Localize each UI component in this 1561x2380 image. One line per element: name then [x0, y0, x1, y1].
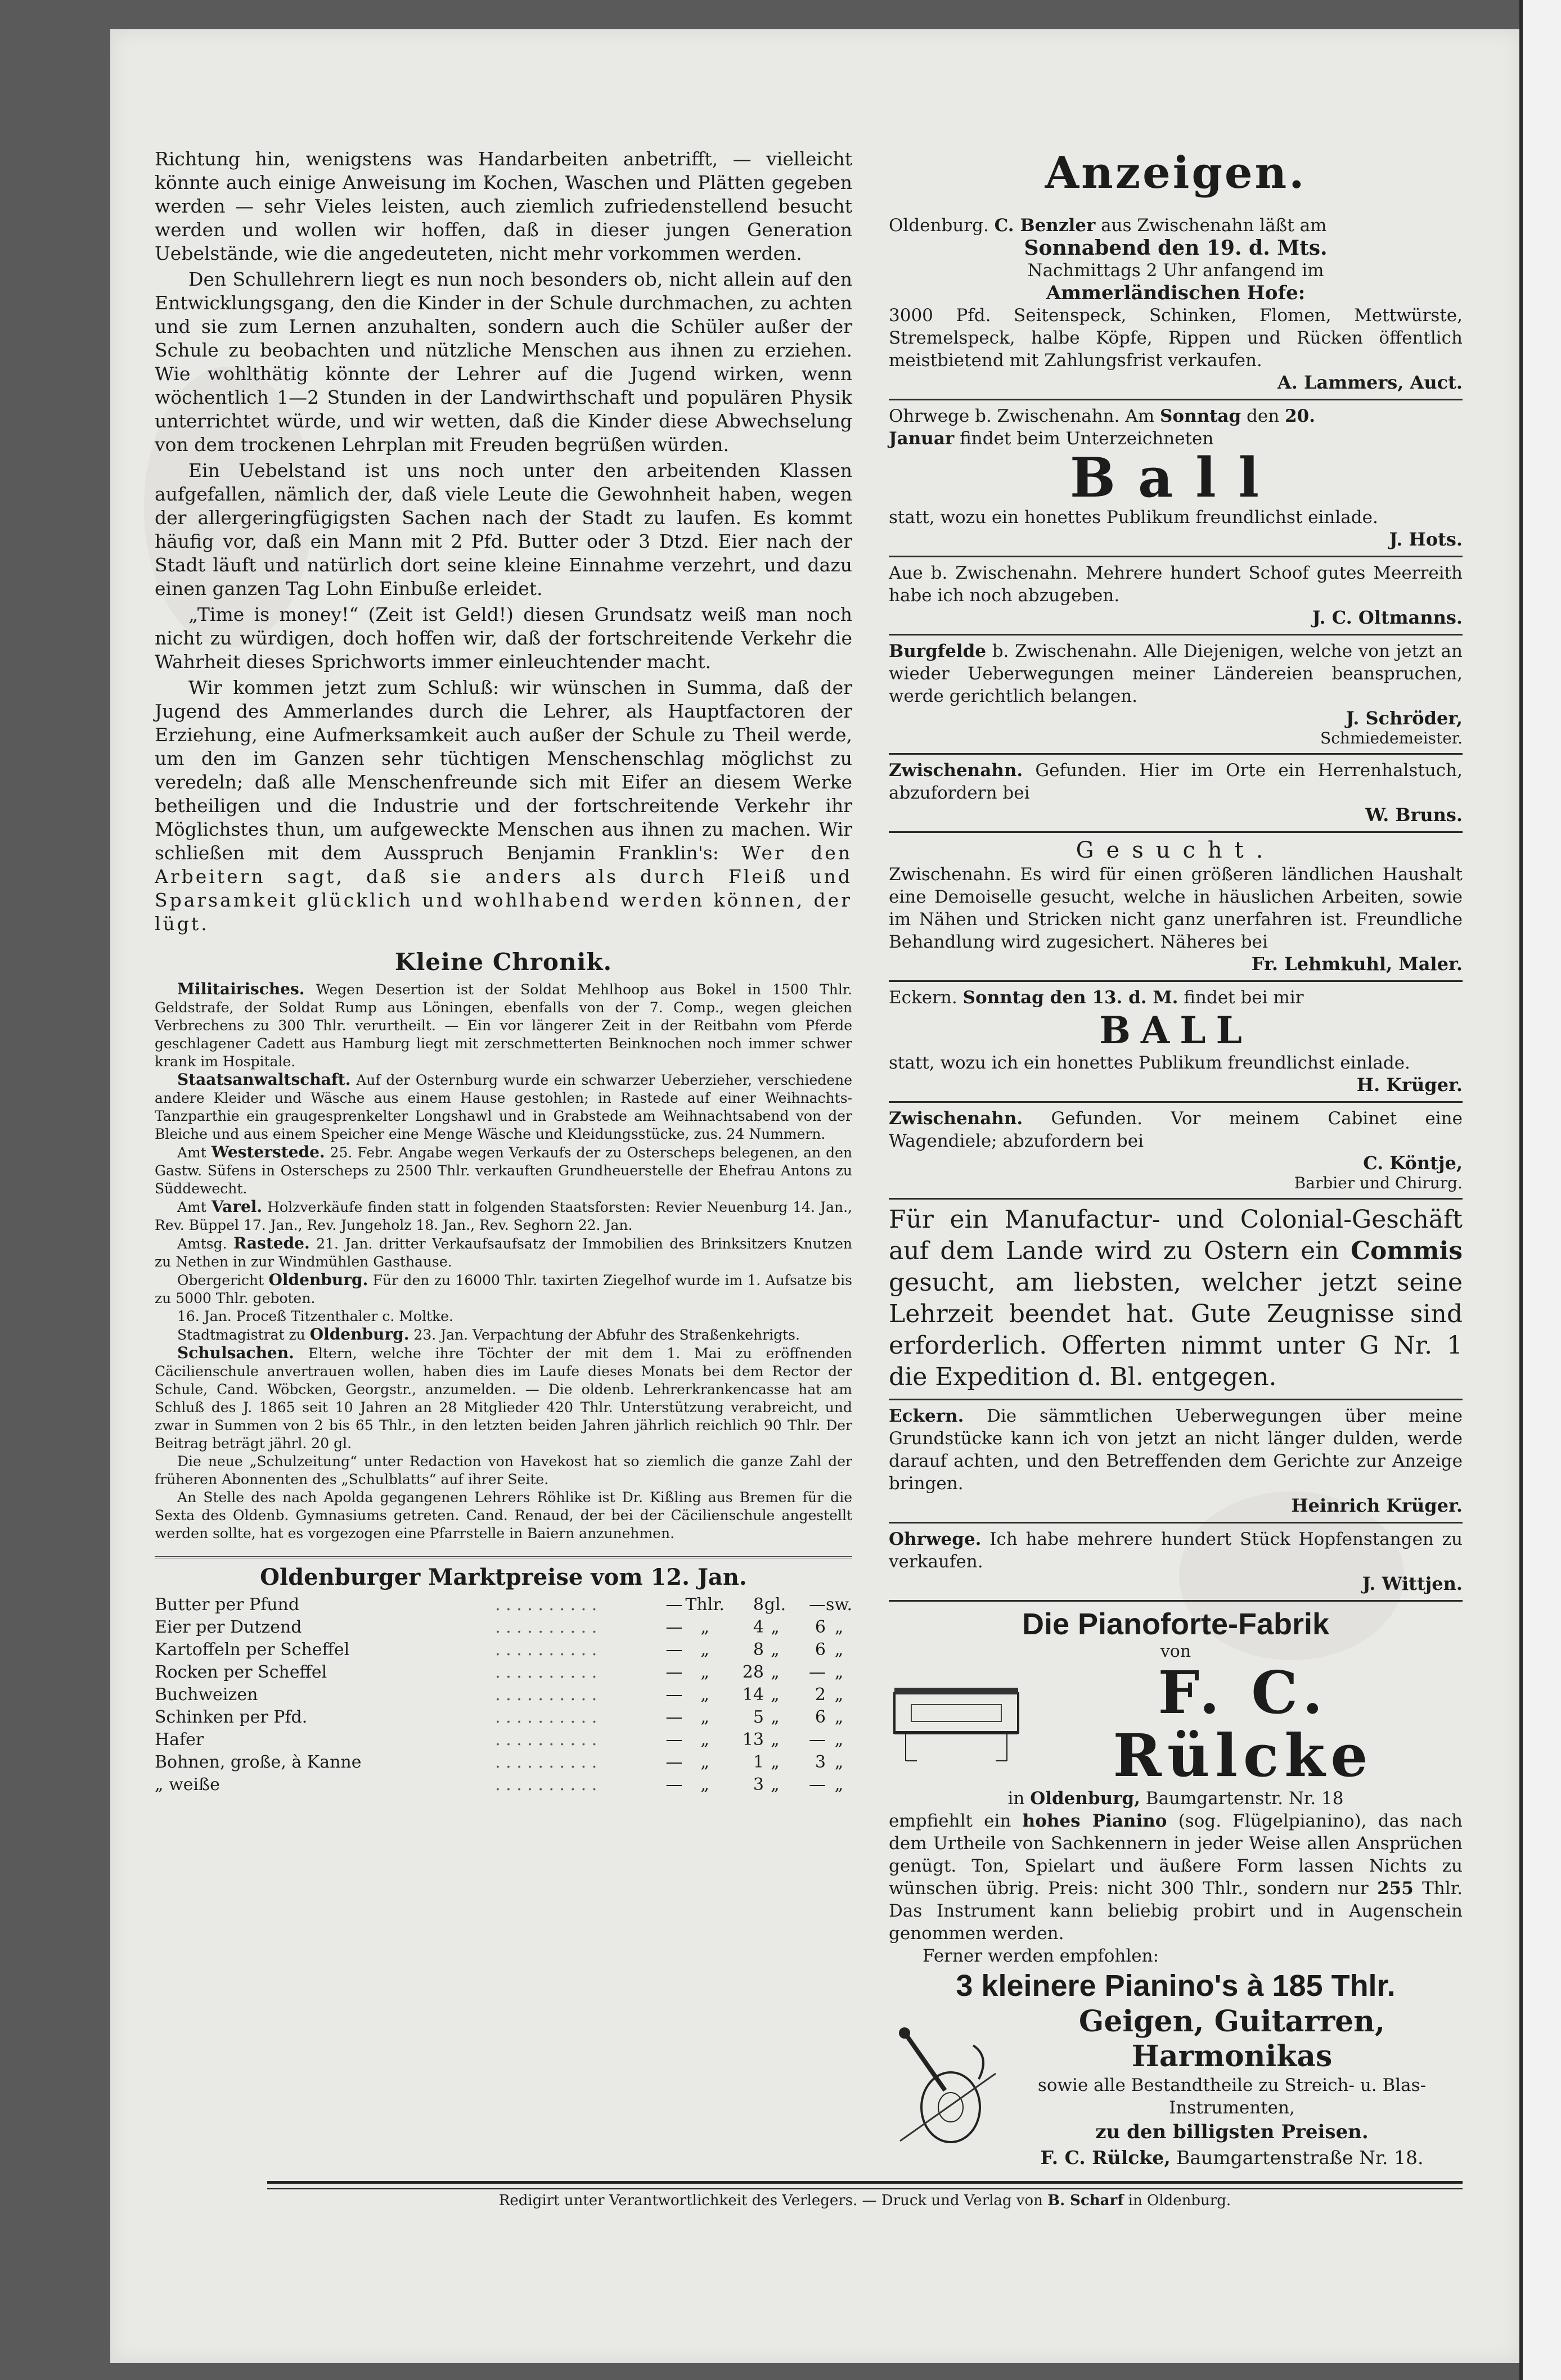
market-value-b: —	[808, 1662, 826, 1682]
ad-burgfelde	[889, 635, 1463, 755]
market-value-a: 14	[742, 1685, 764, 1705]
ad-gesucht-lehmkuhl	[889, 833, 1463, 982]
article-paragraph: Den Schullehrern liegt es nun noch besonders ob, nicht allein auf den Entwicklungsgang, den die Kinder in der Schule durchmachen, zu achten und sie zum Lernen anzuhalten, sondern auch die Schüler außer der Schule zu beobachten und nützliche Menschen aus ihnen zu erziehen. Wie wohlthätig könnte der Lehrer auf die Jugend wirken, wenn wöchentlich 1—2 Stunden in der Landwirthschaft und populären Physik unterrichtet würde, und wir wetten, daß die Kinder diese Abwechselung von dem trockenen Lehrplan mit Freuden begrüßen würden.	[155, 268, 852, 456]
market-dots: . . . . . . . . . .	[495, 1662, 597, 1682]
instruments-prices: zu den billigsten Preisen.	[1095, 2121, 1369, 2143]
market-dots: . . . . . . . . . .	[495, 1707, 597, 1727]
piano-ad-title: Die Pianoforte-Fabrik	[1022, 1607, 1330, 1641]
ad-signature: W. Bruns.	[1365, 804, 1463, 826]
market-dash: —	[665, 1685, 683, 1705]
market-value-a: 13	[742, 1730, 764, 1750]
market-row	[155, 1616, 852, 1639]
ad-text	[889, 1528, 1463, 1573]
ad-text: (sog. Flügelpianino), das nach dem Urtheile von Sachkennern in jeder Weise allen Ansprüchen genügt. Ton, Spielart und äußere Form lassen Nichts zu wünschen übrig. Preis: nicht 300 Thlr., sondern nur	[889, 1811, 1463, 1899]
chronik-item-prefix: Stadtmagistrat zu	[177, 1327, 310, 1343]
ad-venue: Ammerländischen Hofe:	[1046, 282, 1306, 304]
market-item: Rocken per Scheffel	[155, 1662, 327, 1682]
market-dash: —	[665, 1595, 683, 1615]
market-unit-b: „	[834, 1662, 844, 1682]
chronik-item-heading: Rastede.	[233, 1234, 310, 1252]
ad-commis-word: Commis	[1351, 1237, 1463, 1265]
piano-firm-name: F. C. Rülcke	[1113, 1658, 1374, 1790]
chronik-item	[155, 980, 852, 1071]
market-row	[155, 1594, 852, 1616]
ad-pianoforte	[889, 1602, 1463, 2171]
ad-text	[889, 405, 1463, 450]
market-value-b: —	[808, 1730, 826, 1750]
market-value-b: 6	[815, 1617, 826, 1637]
ad-signature: H. Krüger.	[1356, 1074, 1463, 1096]
market-unit: „	[700, 1640, 709, 1660]
market-dots: . . . . . . . . . .	[495, 1775, 597, 1795]
chronik-item-heading: Varel.	[211, 1197, 263, 1216]
ad-signature: Fr. Lehmkuhl, Maler.	[1251, 953, 1463, 975]
imprint-footer	[267, 2191, 1463, 2210]
chronik-item	[155, 1344, 852, 1453]
chronik-heading: Kleine Chronik.	[394, 948, 613, 976]
market-value-b: —	[808, 1775, 826, 1795]
ad-place: Zwischenahn.	[889, 1108, 1023, 1129]
ad-text: empfiehlt ein	[889, 1811, 1023, 1831]
market-dash: —	[665, 1617, 683, 1637]
ad-text	[889, 986, 1463, 1009]
piano-small-offer: 3 kleinere Pianino's à 185 Thlr.	[956, 1969, 1396, 2003]
ad-text: Für ein Manufactur- und Colonial-Geschäft auf dem Lande wird zu Ostern ein	[889, 1205, 1463, 1265]
market-value-b: 6	[815, 1640, 826, 1660]
piano-signature-name: F. C. Rülcke,	[1040, 2147, 1171, 2169]
market-value-b: 3	[815, 1752, 826, 1772]
ad-text	[889, 759, 1463, 804]
market-prices-table	[155, 1594, 852, 1796]
chronik-item-prefix: Amtsg.	[177, 1236, 234, 1252]
ad-text: aus Zwischenahn läßt am	[1095, 215, 1327, 236]
market-unit-a: „	[771, 1640, 780, 1660]
chronik-item-prefix: Amt	[177, 1199, 212, 1215]
market-item: Hafer	[155, 1730, 204, 1750]
market-unit-a: „	[771, 1662, 780, 1682]
ad-text: 3000 Pfd. Seitenspeck, Schinken, Flomen, Mettwürste, Stremelspeck, halbe Köpfe, Rippen und Rücken öffentlich meistbietend mit Zahlungsfrist verkaufen.	[889, 305, 1463, 371]
article-paragraph: Richtung hin, wenigstens was Handarbeiten anbetrifft, — vielleicht könnte auch einige Anweisung im Kochen, Waschen und Plätten gegeben werden — sehr Vieles leisten, auch ziemlich zufriedenstellend besucht werden und wollen wir hoffen, daß in dieser jungen Generation Uebelstände, wie die angedeuteten, nicht mehr vorkommen werden.	[155, 148, 852, 264]
market-row	[155, 1661, 852, 1684]
piano-signature-address: Baumgartenstraße Nr. 18.	[1170, 2147, 1424, 2169]
ad-text: statt, wozu ich ein honettes Publikum freundlichst einlade.	[889, 1053, 1410, 1073]
market-dash: —	[665, 1640, 683, 1660]
ad-signature-title: Barbier und Chirurg.	[1294, 1174, 1463, 1192]
market-unit: „	[700, 1617, 709, 1637]
market-unit: Thlr.	[685, 1595, 725, 1615]
ad-text	[889, 640, 1463, 707]
chronik-item-heading: Schulsachen.	[177, 1344, 294, 1362]
ad-text	[889, 1405, 1463, 1495]
ad-date: Sonntag den 13. d. M.	[962, 988, 1178, 1008]
market-unit: „	[700, 1752, 709, 1772]
violin-icon	[889, 2023, 1001, 2152]
market-unit-a: gl.	[764, 1595, 786, 1615]
ad-text: findet beim Unterzeichneten	[954, 429, 1214, 449]
ad-text: in	[1007, 1788, 1031, 1809]
ad-ball-title: Ball	[1069, 446, 1282, 510]
chronik-item	[155, 1143, 852, 1198]
market-unit-a: „	[771, 1730, 780, 1750]
ads-header: Anzeigen.	[1045, 147, 1307, 199]
market-unit-a: „	[771, 1685, 780, 1705]
chronik-item-heading: Oldenburg.	[309, 1325, 410, 1344]
market-row	[155, 1684, 852, 1706]
piano-ad-von: von	[1160, 1642, 1191, 1661]
market-dots: . . . . . . . . . .	[495, 1752, 597, 1772]
chronik-item: 16. Jan. Proceß Titzenthaler c. Moltke.	[177, 1308, 453, 1324]
ad-signature: Heinrich Krüger.	[1291, 1495, 1463, 1516]
ad-text: den	[1241, 406, 1285, 426]
chronik-item	[155, 1234, 852, 1271]
instruments-parts: sowie alle Bestandtheile zu Streich- u. Blas-Instrumenten,	[1037, 2075, 1427, 2118]
ad-signature: J. Schröder,	[1346, 707, 1463, 729]
chronik-item-text: Auf der Osternburg wurde ein schwarzer Ueberzieher, verschiedene andere Kleider und Wäsche aus einem Hause gestohlen; in Rastede auf einer Weihnachts-Tanzparthie ein graugesprenkelter Longshawl und in Grabstede am Weihnachtsabend von der Bleiche und aus einem Speicher eine Menge Wäsche und Kleidungsstücke, zus. 24 Nummern.	[155, 1072, 852, 1142]
market-value-a: 5	[753, 1707, 764, 1727]
chronik-item	[155, 1071, 852, 1143]
article-paragraph: Ein Uebelstand ist uns noch unter den arbeitenden Klassen aufgefallen, nämlich der, daß viele Leute die Gewohnheit haben, wegen der allergeringfügigsten Sachen nach der Stadt zu laufen. Es kommt häufig vor, daß ein Mann mit 2 Pfd. Butter oder 3 Dtzd. Eier nach der Stadt läuft und natürlich dort seine kleine Einnahme verzehrt, und dazu einen ganzen Tag Lohn Einbuße erleidet.	[155, 459, 852, 599]
ad-place: Eckern.	[889, 1406, 964, 1426]
ad-month: Januar	[889, 429, 955, 449]
market-value-b: 2	[815, 1685, 826, 1705]
instruments-text	[1001, 2004, 1463, 2171]
chronik-item-prefix: Amt	[177, 1144, 212, 1161]
market-dash: —	[665, 1662, 683, 1682]
ad-date: Sonnabend den 19. d. Mts.	[1024, 236, 1328, 260]
ad-text: Aue b. Zwischenahn. Mehrere hundert Schoof gutes Meerreith habe ich noch abzugeben.	[889, 563, 1463, 606]
market-unit: „	[700, 1730, 709, 1750]
imprint-text: in Oldenburg.	[1123, 2192, 1231, 2209]
ad-date-number: 20.	[1285, 406, 1316, 426]
imprint-publisher: B. Scharf	[1047, 2192, 1124, 2209]
chronik-item-heading: Militairisches.	[177, 980, 305, 998]
ad-signature: J. Hots.	[1389, 529, 1463, 550]
chronik-item-text: Wegen Desertion ist der Soldat Mehlhoop aus Bokel in 1500 Thlr. Geldstrafe, der Soldat Rump aus Löningen, ebenfalls von der 7. Comp., wegen gleichen Verbrechens zu 300 Thlr. verurtheilt. — Ein vor längerer Zeit in der Reitbahn vom Pferde geschlagener Cadett aus Hamburg liegt mit zerschmetterten Beinknochen noch immer schwer krank im Hospitale.	[155, 981, 852, 1070]
market-value-a: 4	[753, 1617, 764, 1637]
ad-text: Ohrwege b. Zwischenahn. Am	[889, 406, 1160, 426]
right-column	[889, 147, 1463, 2171]
piano-price: 255	[1377, 1878, 1414, 1899]
market-unit-b: „	[834, 1617, 844, 1637]
chronik-item-heading: Westerstede.	[211, 1143, 325, 1161]
next-page-edge	[1519, 0, 1561, 2380]
chronik-item-prefix: Obergericht	[177, 1272, 269, 1288]
market-value-a: 8	[753, 1640, 764, 1660]
ad-commis	[889, 1200, 1463, 1400]
ad-found-bruns	[889, 755, 1463, 833]
ad-place: Ohrwege.	[889, 1529, 982, 1549]
market-unit-b: „	[834, 1640, 844, 1660]
market-item: Kartoffeln per Scheffel	[155, 1640, 350, 1660]
chronik-item	[155, 1198, 852, 1234]
market-dash: —	[665, 1775, 683, 1795]
chronik-item-text: Für den zu 16000 Thlr. taxirten Ziegelhof wurde im 1. Aufsatze bis zu 5000 Thlr. geboten.	[155, 1272, 853, 1306]
market-dots: . . . . . . . . . .	[495, 1685, 597, 1705]
piano-product: hohes Pianino	[1022, 1811, 1167, 1831]
market-row	[155, 1751, 852, 1774]
chronik-item: An Stelle des nach Apolda gegangenen Lehrers Röhlike ist Dr. Kißling aus Bremen für die Sexta des Oldenb. Gymnasiums getreten. Cand. Renaud, der bei der Cäcilienschule angestellt werden sollte, hat es vorgezogen eine Pfarrstelle in Baiern anzunehmen.	[155, 1489, 852, 1541]
instruments-title: Geigen, Guitarren, Harmonikas	[1078, 2004, 1385, 2074]
ad-auction-benzler	[889, 210, 1463, 400]
ad-signature: J. Wittjen.	[1362, 1573, 1463, 1594]
chronik-item-heading: Oldenburg.	[268, 1270, 368, 1289]
ad-text: findet bei mir	[1178, 988, 1304, 1008]
ad-place: Zwischenahn.	[889, 760, 1023, 781]
market-unit-b: „	[834, 1685, 844, 1705]
ad-found-koentje	[889, 1103, 1463, 1200]
ad-name: C. Benzler	[994, 215, 1096, 236]
market-unit: „	[700, 1662, 709, 1682]
piano-description	[889, 1810, 1463, 1945]
market-dots: . . . . . . . . . .	[495, 1617, 597, 1637]
market-item: Eier per Dutzend	[155, 1617, 302, 1637]
market-unit-a: „	[771, 1775, 780, 1795]
ad-signature-title: Schmiedemeister.	[1320, 729, 1463, 747]
ad-text	[889, 1107, 1463, 1152]
article-paragraph: „Time is money!“ (Zeit ist Geld!) diesen Grundsatz weiß man noch nicht zu würdigen, doch hoffen wir, daß der fortschreitende Verkehr die Wahrheit dieses Sprichworts immer einleuchtender macht.	[155, 603, 852, 673]
chronik-item	[155, 1271, 852, 1308]
ad-signature: C. Köntje,	[1363, 1152, 1463, 1174]
ad-day: Sonntag	[1159, 406, 1241, 426]
ad-meerreith	[889, 557, 1463, 635]
market-dots: . . . . . . . . . .	[495, 1730, 597, 1750]
market-dots: . . . . . . . . . .	[495, 1640, 597, 1660]
market-value-a: 3	[753, 1775, 764, 1795]
ad-place: Eckern.	[889, 988, 963, 1008]
market-item: Schinken per Pfd.	[155, 1707, 308, 1727]
market-unit-a: „	[771, 1617, 780, 1637]
market-dash: —	[665, 1730, 683, 1750]
market-unit-a: „	[771, 1752, 780, 1772]
ad-text	[889, 214, 1463, 237]
ad-text: Die sämmtlichen Ueberwegungen über meine Grundstücke kann ich von jetzt an nicht länger dulden, werde darauf achten, und den Betreffenden dem Gerichte zur Anzeige bringen.	[889, 1406, 1463, 1494]
market-item: Buchweizen	[155, 1685, 258, 1705]
ad-ball-title: BALL	[1099, 1008, 1252, 1052]
ad-text: b. Zwischenahn. Alle Diejenigen, welche von jetzt an wieder Ueberwegungen meiner Ländereien beanspruchen, werde gerichtlich belangen.	[889, 641, 1463, 706]
market-unit: „	[700, 1707, 709, 1727]
market-unit-b: sw.	[825, 1595, 852, 1615]
market-value-a: 28	[742, 1662, 764, 1682]
piano-signature	[1001, 2145, 1463, 2171]
left-column	[155, 147, 852, 1796]
market-item: Butter per Pfund	[155, 1595, 300, 1615]
market-item: Bohnen, große, à Kanne	[155, 1752, 362, 1772]
market-unit-b: „	[834, 1752, 844, 1772]
piano-firm-row	[889, 1658, 1463, 1790]
market-value-b: 6	[815, 1707, 826, 1727]
ad-text: Baumgartenstr. Nr. 18	[1140, 1788, 1344, 1809]
ad-ball-hots	[889, 400, 1463, 557]
ad-text	[889, 1204, 1463, 1393]
ad-place: Burgfelde	[889, 641, 986, 661]
market-row	[155, 1774, 852, 1796]
chronik-item: Die neue „Schulzeitung“ unter Redaction von Havekost hat so ziemlich die ganze Zahl der früheren Abonnenten des „Schulblatts“ auf ihrer Seite.	[155, 1453, 852, 1488]
chronik-item-text: Holzverkäufe finden statt in folgenden Staatsforsten: Revier Neuenburg 14. Jan., Rev. Büppel 17. Jan., Rev. Jungeholz 18. Jan., Rev. Seghorn 22. Jan.	[155, 1199, 852, 1233]
ad-hopfenstangen	[889, 1523, 1463, 1602]
franklin-quote: Wer den Arbeitern sagt, daß sie anders als durch Fleiß und Sparsamkeit glücklich und wohlhabend werden können, der lügt.	[155, 842, 853, 935]
ad-text: Gefunden. Hier im Orte ein Herrenhalstuch, abzufordern bei	[889, 760, 1463, 803]
market-unit-b: „	[834, 1707, 844, 1727]
market-unit-b: „	[834, 1730, 844, 1750]
ad-text: Zwischenahn. Es wird für einen größeren ländlichen Haushalt eine Demoiselle gesucht, welche in häuslichen Arbeiten, sowie im Nähen und Stricken nicht ganz unerfahren ist. Freundliche Behandlung wird zugesichert. Näheres bei	[889, 864, 1463, 952]
ad-ball-krueger	[889, 982, 1463, 1103]
chronik-item-text: 23. Jan. Verpachtung der Abfuhr des Straßenkehrigts.	[409, 1327, 800, 1343]
chronik-item-text: 21. Jan. dritter Verkaufsaufsatz der Immobilien des Brinksitzers Knutzen zu Nethen in zur Windmühlen Gasthause.	[155, 1236, 852, 1270]
instruments-row	[889, 2004, 1463, 2171]
market-row	[155, 1706, 852, 1729]
market-unit-a: „	[771, 1707, 780, 1727]
piano-icon	[889, 1682, 1024, 1766]
ad-text: statt, wozu ein honettes Publikum freundlichst einlade.	[889, 507, 1378, 528]
market-dash: —	[665, 1707, 683, 1727]
market-row	[155, 1729, 852, 1751]
chronik-item-heading: Staatsanwaltschaft.	[177, 1070, 351, 1089]
ad-text: Ich habe mehrere hundert Stück Hopfenstangen zu verkaufen.	[889, 1529, 1463, 1572]
market-prices-title: Oldenburger Marktpreise vom 12. Jan.	[155, 1556, 852, 1590]
chronik-item-text: 25. Febr. Angabe wegen Verkaufs der zu Osterscheps belegenen, an den Gastw. Süfens in Osterscheps zu 2500 Thlr. verkauften Grundheuerstelle der Ehefrau Antons zu Süddewecht.	[155, 1144, 853, 1197]
chronik-item	[155, 1326, 852, 1344]
ad-text: Gefunden. Vor meinem Cabinet eine Wagendiele; abzufordern bei	[889, 1108, 1463, 1151]
ad-place: Oldenburg.	[889, 215, 995, 236]
market-value-a: 8	[753, 1595, 764, 1615]
ad-text: Thlr. Das Instrument kann beliebig probirt und in Augenschein genommen werden.	[889, 1878, 1463, 1944]
article-paragraph	[155, 676, 852, 936]
ad-eckern-krueger	[889, 1400, 1463, 1523]
market-unit: „	[700, 1685, 709, 1705]
market-unit: „	[700, 1775, 709, 1795]
footer-rule	[267, 2181, 1463, 2189]
piano-further: Ferner werden empfohlen:	[923, 1946, 1159, 1966]
market-dash: —	[665, 1752, 683, 1772]
market-value-b: —	[808, 1595, 826, 1615]
market-row	[155, 1639, 852, 1661]
article-text: Wir kommen jetzt zum Schluß: wir wünschen in Summa, daß der Jugend des Ammerlandes durch die Lehrer, als Hauptfactoren der Erziehung, eine Aufmerksamkeit auch außer der Schule zu Theil werde, um den im Ganzen sehr tüchtigen Menschenschlag möglichst zu veredeln; daß alle Menschenfreunde sich mit Eifer an diesem Werke betheiligen und die Industrie und der fortschreitende Verkehr ihr Möglichstes thun, um aufgeweckte Menschen aus ihnen zu machen. Wir schließen mit dem Ausspruch Benjamin Franklin's:	[155, 677, 852, 864]
chronik-item-text: Eltern, welche ihre Töchter der mit dem 1. Mai zu eröffnenden Cäcilienschule anvertrauen wollen, haben dies im Laufe dieses Monats bei dem Rector der Schule, Cand. Wöbcken, Georgstr., anzumelden. — Die oldenb. Lehrerkrankencasse hat am Schluß des J. 1865 seit 10 Jahren an 28 Mitglieder 420 Thlr. Unterstützung verabreicht, und zwar in Summen von 2 bis 65 Thlr., in den letzten beiden Jahren jährlich reichlich 90 Thlr. Der Beitrag beträgt jährl. 20 gl.	[155, 1345, 852, 1452]
ad-time: Nachmittags 2 Uhr anfangend im	[1027, 260, 1324, 281]
market-item: „ weiße	[155, 1775, 220, 1795]
ad-text: gesucht, am liebsten, welcher jetzt seine Lehrzeit beendet hat. Gute Zeugnisse sind erforderlich. Offerten nimmt unter G Nr. 1 die Expedition d. Bl. entgegen.	[889, 1268, 1463, 1391]
ad-signature: J. C. Oltmanns.	[1312, 607, 1463, 628]
ad-signature: A. Lammers, Auct.	[1277, 372, 1463, 393]
market-value-a: 1	[753, 1752, 764, 1772]
market-unit-b: „	[834, 1775, 844, 1795]
ad-gesucht-title: Gesucht.	[1076, 837, 1276, 863]
piano-city: Oldenburg,	[1030, 1788, 1140, 1809]
piano-address	[889, 1787, 1463, 1810]
market-dots: . . . . . . . . . .	[495, 1595, 597, 1615]
imprint-text: Redigirt unter Verantwortlichkeit des Verlegers. — Druck und Verlag von	[498, 2192, 1048, 2209]
